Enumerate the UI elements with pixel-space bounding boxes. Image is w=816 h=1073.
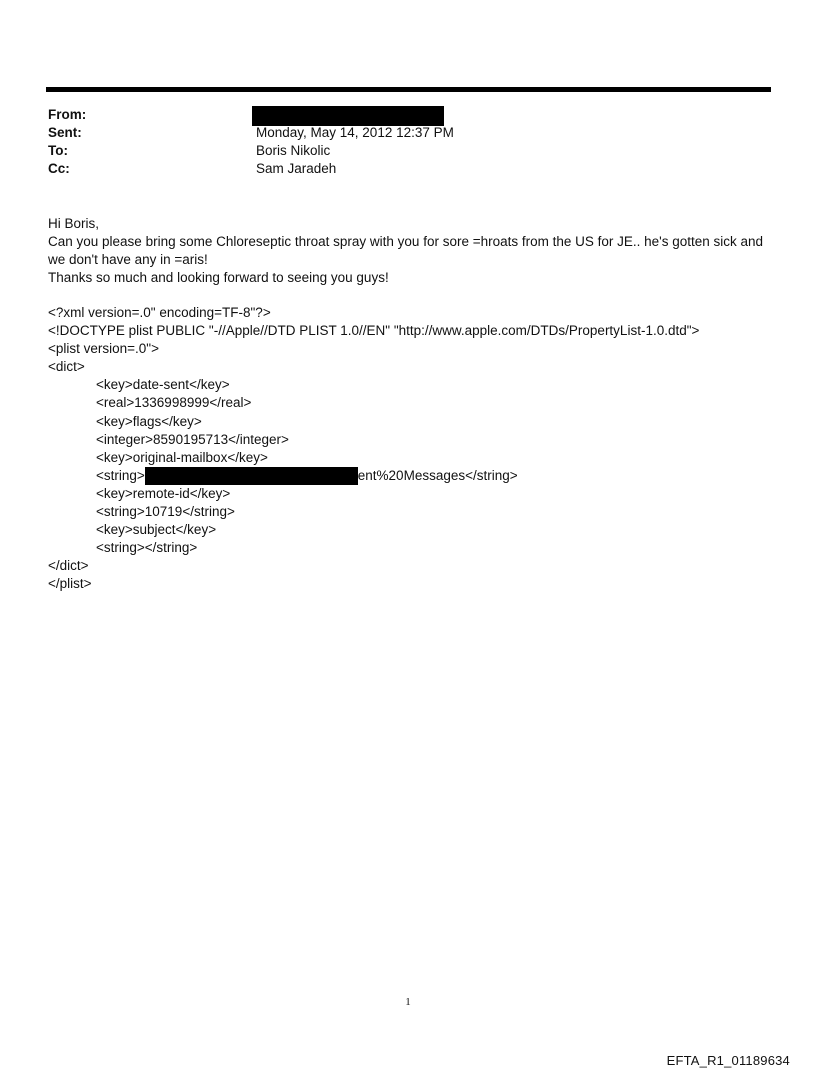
to-label: To: (48, 143, 68, 158)
sent-row (48, 124, 748, 142)
mailbox-prefix: <string> (96, 467, 145, 483)
value-date-sent: <real>1336998999</real> (96, 395, 252, 411)
value-subject: <string></string> (96, 540, 198, 556)
cc-value: Sam Jaradeh (256, 161, 337, 176)
page-number: 1 (405, 996, 411, 1008)
from-row (48, 106, 748, 124)
value-remote-id: <string>10719</string> (96, 504, 235, 520)
dict-close: </dict> (48, 558, 89, 574)
body-line-2: we don't have any in =aris! (48, 252, 208, 267)
to-value: Boris Nikolic (256, 143, 331, 158)
mailbox-redaction (145, 467, 358, 485)
doctype-line: <!DOCTYPE plist PUBLIC "-//Apple//DTD PLIST 1.0//EN" "http://www.apple.com/DTDs/PropertyList-1.0.dtd"> (48, 323, 700, 339)
email-body (48, 215, 768, 287)
header-rule (46, 87, 771, 92)
body-line-1: Can you please bring some Chloreseptic throat spray with you for sore =hroats from the US for JE.. he's gotten sick and (48, 234, 764, 249)
sent-value: Monday, May 14, 2012 12:37 PM (256, 125, 454, 140)
body-line-3: Thanks so much and looking forward to seeing you guys! (48, 270, 389, 285)
value-flags: <integer>8590195713</integer> (96, 431, 289, 447)
plist-block (48, 304, 768, 594)
mailbox-suffix: ent%20Messages</string> (357, 467, 518, 483)
cc-row (48, 160, 748, 178)
from-label: From: (48, 107, 87, 122)
value-original-mailbox (48, 467, 768, 485)
sent-label: Sent: (48, 125, 82, 140)
document-id: EFTA_R1_01189634 (666, 1053, 790, 1068)
dict-open: <dict> (48, 359, 85, 375)
from-redaction (252, 106, 444, 126)
plist-open: <plist version=.0"> (48, 341, 159, 357)
key-date-sent: <key>date-sent</key> (96, 377, 230, 393)
to-row (48, 142, 748, 160)
key-remote-id: <key>remote-id</key> (96, 485, 231, 501)
cc-label: Cc: (48, 161, 70, 176)
key-flags: <key>flags</key> (96, 413, 202, 429)
plist-close: </plist> (48, 576, 92, 592)
key-subject: <key>subject</key> (96, 522, 217, 538)
greeting: Hi Boris, (48, 216, 100, 231)
email-header (48, 106, 748, 178)
xml-declaration: <?xml version=.0" encoding=TF-8"?> (48, 305, 271, 320)
key-original-mailbox: <key>original-mailbox</key> (96, 449, 268, 465)
